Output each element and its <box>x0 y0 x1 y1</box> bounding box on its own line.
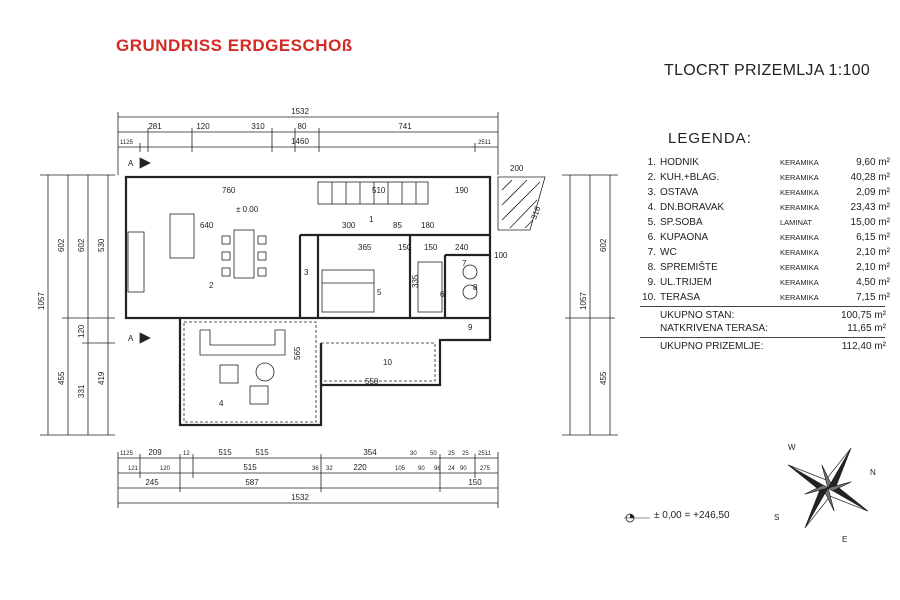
room-number-8: 8 <box>473 283 478 292</box>
total-value: 100,75 m² <box>840 310 886 321</box>
legend-total-row <box>660 310 886 323</box>
legend-row <box>640 187 890 200</box>
legend-num: 2. <box>647 172 656 183</box>
total-value: 11,65 m² <box>847 323 886 334</box>
legend-material: KERAMIKA <box>780 203 819 212</box>
legend-material: KERAMIKA <box>780 173 819 182</box>
legend-room: KUH.+BLAG. <box>660 172 720 183</box>
legend-material: KERAMIKA <box>780 263 819 272</box>
dim-interior: 316 <box>529 205 543 221</box>
legend-material: KERAMIKA <box>780 233 819 242</box>
dim-top-row3: 1125 <box>120 140 133 146</box>
dim-interior: 550 <box>365 377 379 386</box>
dim-bottom-row2: 105 <box>395 466 406 472</box>
dim-interior: 365 <box>358 243 372 252</box>
dim-bottom-row1: 50 <box>430 451 437 457</box>
legend-num: 8. <box>647 262 656 273</box>
dim-top-row3: 1460 <box>291 137 309 146</box>
plan-title-croatian: TLOCRT PRIZEMLJA 1:100 <box>664 62 871 79</box>
legend-material: KERAMIKA <box>780 293 819 302</box>
legend-divider <box>640 306 885 307</box>
legend-area: 40,28 m² <box>850 172 890 183</box>
dim-bottom-row1: 515 <box>218 448 232 457</box>
dim-bottom-row1: 30 <box>410 451 417 457</box>
legend-num: 6. <box>647 232 656 243</box>
dim-interior: 150 <box>398 243 412 252</box>
room-number-4: 4 <box>219 399 224 408</box>
legend-row <box>640 217 890 230</box>
dim-right-overall: 1057 <box>579 292 588 310</box>
dim-bottom-row2: 32 <box>326 466 333 472</box>
legend-room: SP.SOBA <box>660 217 703 228</box>
level-note-text: ± 0,00 = +246,50 <box>654 510 730 521</box>
dim-bottom-row2: 121 <box>128 466 139 472</box>
section-mark-a: A <box>128 159 134 168</box>
legend-room: TERASA <box>660 292 701 303</box>
dim-top-row2: 741 <box>398 122 412 131</box>
dim-interior: 565 <box>293 346 302 360</box>
dim-bottom-row2: 24 <box>448 466 455 472</box>
section-mark-a: A <box>128 334 134 343</box>
dim-bottom-row1: 1125 <box>120 451 133 457</box>
plan-title-german: GRUNDRISS ERDGESCHOß <box>116 36 353 55</box>
dim-bottom-row1: 354 <box>363 448 377 457</box>
dim-interior: 200 <box>510 164 524 173</box>
dim-left-a: 455 <box>57 371 66 385</box>
legend-area: 2,10 m² <box>856 247 890 258</box>
legend-area: 9,60 m² <box>856 157 890 168</box>
dim-bottom-row1: 515 <box>255 448 269 457</box>
dim-left-b: 120 <box>77 324 86 338</box>
legend-row <box>640 277 890 290</box>
legend-num: 4. <box>647 202 656 213</box>
dim-left-c: 419 <box>97 371 106 385</box>
dim-bottom-row2: 275 <box>480 466 491 472</box>
legend-row <box>640 172 890 185</box>
dim-interior: 180 <box>421 221 435 230</box>
room-number-1: 1 <box>369 215 374 224</box>
level-note-icon <box>624 510 650 529</box>
dim-bottom-row2: 96 <box>434 466 441 472</box>
dim-left-a: 602 <box>57 238 66 252</box>
room-number-2: 2 <box>209 281 214 290</box>
legend-row <box>640 247 890 260</box>
dim-interior: 190 <box>455 186 469 195</box>
legend-material: KERAMIKA <box>780 278 819 287</box>
compass-w: W <box>788 443 796 452</box>
dim-bottom-row3: 245 <box>145 478 159 487</box>
dim-bottom-row2: 36 <box>312 466 319 472</box>
legend-total-row <box>660 341 886 354</box>
room-number-7: 7 <box>462 259 467 268</box>
legend-num: 5. <box>647 217 656 228</box>
dim-interior: 300 <box>342 221 356 230</box>
legend-room: HODNIK <box>660 157 699 168</box>
dim-bottom-overall: 1532 <box>291 493 309 502</box>
dim-top-row2: 120 <box>196 122 210 131</box>
dim-bottom-row1: 12 <box>183 451 190 457</box>
dim-bottom-row2: 120 <box>160 466 171 472</box>
dim-interior: 510 <box>372 186 386 195</box>
dim-bottom-row1: 2511 <box>478 451 491 457</box>
dim-bottom-row1: 209 <box>148 448 162 457</box>
legend-room: OSTAVA <box>660 187 699 198</box>
legend-room: KUPAONA <box>660 232 709 243</box>
total-label: NATKRIVENA TERASA: <box>660 323 768 334</box>
legend-num: 3. <box>647 187 656 198</box>
legend-area: 6,15 m² <box>856 232 890 243</box>
legend-material: KERAMIKA <box>780 188 819 197</box>
compass-s: S <box>774 513 780 522</box>
legend-num: 10. <box>642 292 656 303</box>
level-mark: ± 0.00 <box>236 205 259 214</box>
legend-row <box>640 262 890 275</box>
legend-divider <box>640 337 885 338</box>
legend-area: 2,09 m² <box>856 187 890 198</box>
dim-top-row2: 80 <box>297 122 307 131</box>
dim-left-b: 602 <box>77 238 86 252</box>
room-number-3: 3 <box>304 268 309 277</box>
total-label: UKUPNO PRIZEMLJE: <box>660 341 764 352</box>
legend-room: WC <box>660 247 677 258</box>
dim-interior: 640 <box>200 221 214 230</box>
dim-right-a: 602 <box>599 238 608 252</box>
legend-area: 15,00 m² <box>850 217 890 228</box>
legend-row <box>640 202 890 215</box>
dim-left-b: 331 <box>77 384 86 398</box>
dim-interior: 240 <box>455 243 469 252</box>
legend-num: 1. <box>647 157 656 168</box>
legend-room: DN.BORAVAK <box>660 202 725 213</box>
legend-room: UL.TRIJEM <box>660 277 712 288</box>
dim-interior: 335 <box>411 274 420 288</box>
dim-left-overall: 1057 <box>37 292 46 310</box>
north-arrow-compass <box>770 430 890 550</box>
legend-area: 7,15 m² <box>856 292 890 303</box>
legend-row <box>640 157 890 170</box>
dim-bottom-row3: 150 <box>468 478 482 487</box>
legend-material: KERAMIKA <box>780 248 819 257</box>
dim-right-a: 455 <box>599 371 608 385</box>
legend-num: 7. <box>647 247 656 258</box>
dim-bottom-row1: 25 <box>448 451 455 457</box>
legend-area: 2,10 m² <box>856 262 890 273</box>
legend-total-row <box>660 323 886 336</box>
dim-interior: 150 <box>424 243 438 252</box>
level-marker-icon <box>624 510 650 526</box>
dim-bottom-row2: 90 <box>460 466 467 472</box>
dim-top-row3: 2511 <box>478 140 491 146</box>
legend-area: 23,43 m² <box>850 202 890 213</box>
legend-row <box>640 292 890 305</box>
dim-top-row2: 281 <box>148 122 162 131</box>
legend-room: SPREMIŠTE <box>660 262 718 273</box>
dim-bottom-row3: 587 <box>245 478 259 487</box>
dim-left-c: 530 <box>97 238 106 252</box>
total-value: 112,40 m² <box>841 341 886 352</box>
dim-bottom-row2: 515 <box>243 463 257 472</box>
dim-top-row2: 310 <box>251 122 265 131</box>
dim-interior: 85 <box>393 221 402 230</box>
dim-bottom-row2: 90 <box>418 466 425 472</box>
dim-top-overall: 1532 <box>291 107 309 116</box>
room-number-10: 10 <box>383 358 392 367</box>
room-number-5: 5 <box>377 288 382 297</box>
room-number-6: 6 <box>440 290 445 299</box>
dim-interior: 760 <box>222 186 236 195</box>
total-label: UKUPNO STAN: <box>660 310 735 321</box>
legend-row <box>640 232 890 245</box>
legend-material: KERAMIKA <box>780 158 819 167</box>
dim-bottom-row1: 25 <box>462 451 469 457</box>
legend-num: 9. <box>647 277 656 288</box>
legend-area: 4,50 m² <box>856 277 890 288</box>
dim-bottom-row2: 220 <box>353 463 367 472</box>
legend-material: LAMINAT <box>780 218 812 227</box>
legend-title: LEGENDA: <box>668 130 752 147</box>
compass-e: E <box>842 535 848 544</box>
compass-n: N <box>870 468 876 477</box>
room-number-9: 9 <box>468 323 473 332</box>
dim-interior: 100 <box>494 251 508 260</box>
